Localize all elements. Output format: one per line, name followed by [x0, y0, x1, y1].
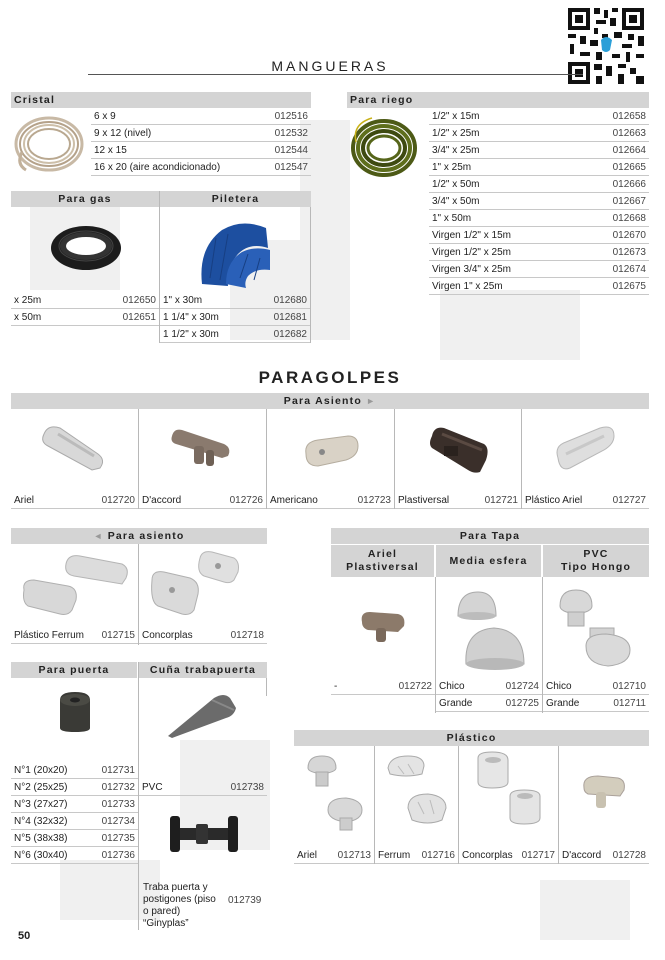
- piletera-row: [160, 326, 310, 343]
- cristal-row-label: 12 x 15: [94, 145, 127, 156]
- plastiversal-bumper-image: [424, 420, 492, 476]
- traba-line4: “Ginyplas”: [143, 918, 189, 929]
- plastico-ferrum-image: [384, 754, 450, 830]
- tapa-col3-line1: PVC: [583, 548, 609, 560]
- page-number: 50: [18, 930, 31, 942]
- plastico-item-label: Ariel: [297, 850, 318, 861]
- riego-row-label: Virgen 1/2" x 25m: [432, 247, 511, 258]
- asiento-item-label: Plastiversal: [398, 495, 450, 506]
- tapa-row-label: Chico: [439, 681, 465, 692]
- riego-row: [429, 261, 649, 278]
- cristal-row: [91, 142, 311, 159]
- gas-row: [11, 292, 159, 309]
- puerta-row-code: 012731: [101, 765, 135, 776]
- riego-row-label: 3/4" x 25m: [432, 145, 480, 156]
- piletera-row-code: 012680: [273, 295, 307, 306]
- plastico-header: Plástico: [294, 730, 649, 746]
- riego-row: [429, 244, 649, 261]
- cristal-header: Cristal: [11, 92, 311, 108]
- cuna-pvc-row-code: 012738: [230, 782, 264, 793]
- puerta-row: [11, 847, 138, 864]
- riego-row-code: 012668: [612, 213, 646, 224]
- puerta-row-code: 012732: [101, 782, 135, 793]
- daccord-bumper-image: [168, 426, 234, 472]
- asiento-item: [139, 492, 266, 509]
- asiento2-item: [139, 627, 267, 644]
- riego-row-label: 1/2" x 50m: [432, 179, 480, 190]
- riego-row-code: 012667: [612, 196, 646, 207]
- riego-header: Para riego: [347, 92, 649, 108]
- plastico-item-label: Ferrum: [378, 850, 411, 861]
- riego-row: [429, 125, 649, 142]
- puerta-row: [11, 830, 138, 847]
- puerta-header: Para puerta: [11, 662, 137, 678]
- plastico-item-code: 012716: [421, 850, 455, 861]
- asiento-item-label: Ariel: [14, 495, 35, 506]
- tapa-row-code: 012710: [612, 681, 646, 692]
- tapa-row-code: 012711: [613, 698, 646, 709]
- tapa-row-label: Grande: [439, 698, 473, 709]
- riego-row-label: 1" x 50m: [432, 213, 472, 224]
- asiento-item-code: 012727: [612, 495, 646, 506]
- riego-row-label: 1/2" x 25m: [432, 128, 480, 139]
- piletera-row: [160, 309, 310, 326]
- puerta-row: [11, 779, 138, 796]
- asiento-item-code: 012726: [229, 495, 263, 506]
- asiento2-item-label: Concorplas: [142, 630, 193, 641]
- cuna-pvc-row: [139, 779, 267, 796]
- asiento2-item-code: 012718: [230, 630, 264, 641]
- tapa-row-code: 012724: [505, 681, 539, 692]
- puerta-row-label: N°4 (32x32): [14, 816, 68, 827]
- asiento2-header-label: Para asiento: [107, 530, 185, 542]
- riego-row-label: Virgen 1" x 25m: [432, 281, 503, 292]
- gas-row-code: 012650: [122, 295, 156, 306]
- plastico-item-label: Concorplas: [462, 850, 513, 861]
- puerta-row-code: 012736: [101, 850, 135, 861]
- asiento2-item-label: Plástico Ferrum: [14, 630, 85, 641]
- puerta-row-label: N°5 (38x38): [14, 833, 68, 844]
- cuna-pvc-image: [164, 690, 240, 740]
- gas-row-label: x 50m: [14, 312, 42, 323]
- puerta-row-label: N°1 (20x20): [14, 765, 68, 776]
- tapa-col2-header: [436, 545, 541, 577]
- plastico-item: [459, 847, 558, 864]
- mangueras-title: MANGUERAS: [271, 58, 389, 74]
- tapa-header: Para Tapa: [331, 528, 649, 544]
- riego-row-code: 012674: [612, 264, 646, 275]
- tapa-row: [331, 678, 435, 695]
- cuna-header: Cuña trabapuerta: [139, 662, 267, 678]
- cuna-pvc-row-label: PVC: [142, 782, 163, 793]
- traba-puerta-label: [143, 882, 233, 930]
- asiento-item-code: 012720: [101, 495, 135, 506]
- traba-line1: Traba puerta y: [143, 882, 208, 893]
- ariel-bumper-image: [38, 420, 108, 474]
- riego-row: [429, 193, 649, 210]
- riego-row-code: 012664: [612, 145, 646, 156]
- asiento2-item: [11, 627, 138, 644]
- traba-puerta-code: 012739: [228, 895, 262, 906]
- asiento-item-label: Americano: [270, 495, 318, 506]
- asiento-header: [11, 393, 649, 409]
- watermark-block: [540, 880, 630, 940]
- riego-row: [429, 210, 649, 227]
- plastico-ariel-bumper-image: [552, 424, 618, 474]
- puerta-row: [11, 762, 138, 779]
- gas-hose-image: [48, 222, 124, 274]
- riego-row: [429, 176, 649, 193]
- tapa-col2-line1: Media esfera: [449, 555, 528, 567]
- gas-row-label: x 25m: [14, 295, 42, 306]
- plastico-item-code: 012713: [337, 850, 371, 861]
- puerta-row: [11, 813, 138, 830]
- cristal-row-code: 012547: [274, 162, 308, 173]
- asiento-item-label: Plástico Ariel: [525, 495, 583, 506]
- tapa-row: [436, 695, 542, 712]
- riego-row: [429, 142, 649, 159]
- pvc-tipo-hongo-image: [554, 588, 640, 672]
- piletera-hose-image: [196, 218, 274, 290]
- traba-line2: postigones (piso: [143, 894, 216, 905]
- puerta-row-label: N°6 (30x40): [14, 850, 68, 861]
- riego-row-code: 012670: [612, 230, 646, 241]
- asiento-item: [522, 492, 649, 509]
- asiento2-item-code: 012715: [101, 630, 135, 641]
- asiento-item: [395, 492, 521, 509]
- title-underline: [88, 74, 583, 75]
- cristal-row-label: 9 x 12 (nivel): [94, 128, 152, 139]
- piletera-header: Piletera: [160, 191, 311, 207]
- tapa-row: [436, 678, 542, 695]
- plastico-ariel-image: [304, 754, 366, 832]
- tapa-row-label: Grande: [546, 698, 580, 709]
- plastico-item: [559, 847, 649, 864]
- divider: [138, 662, 139, 930]
- plastico-item: [375, 847, 458, 864]
- riego-row-label: 3/4" x 50m: [432, 196, 480, 207]
- arrow-right-icon: ►: [366, 396, 377, 406]
- riego-row-label: 1" x 25m: [432, 162, 472, 173]
- traba-line3: o pared): [143, 906, 181, 917]
- asiento-item: [267, 492, 394, 509]
- cristal-row-label: 6 x 9: [94, 111, 116, 122]
- cristal-row-code: 012544: [274, 145, 308, 156]
- plastico-ferrum-bumper-image: [18, 550, 134, 622]
- tapa-row-code: 012725: [505, 698, 539, 709]
- gas-row-code: 012651: [122, 312, 156, 323]
- puerta-row-code: 012733: [101, 799, 135, 810]
- tapa-row-label: Chico: [546, 681, 572, 692]
- riego-row-label: 1/2" x 15m: [432, 111, 480, 122]
- asiento-item-code: 012723: [357, 495, 391, 506]
- riego-row-code: 012663: [612, 128, 646, 139]
- tapa-col3-header: [543, 545, 649, 577]
- tapa-row-label: -: [334, 681, 338, 692]
- tapa-col1-line1: Ariel: [367, 548, 398, 560]
- americano-bumper-image: [300, 432, 362, 470]
- piletera-row-label: 1 1/2" x 30m: [163, 329, 219, 340]
- cristal-row-code: 012532: [274, 128, 308, 139]
- riego-row-code: 012675: [612, 281, 646, 292]
- riego-row: [429, 227, 649, 244]
- plastico-item-label: D'accord: [562, 850, 602, 861]
- cristal-row-code: 012516: [274, 111, 308, 122]
- puerta-row-code: 012735: [101, 833, 135, 844]
- concorplas-bumper-image: [146, 550, 242, 622]
- tapa-col1-header: [331, 545, 434, 577]
- piletera-row-label: 1 1/4" x 30m: [163, 312, 219, 323]
- riego-row: [429, 159, 649, 176]
- para-puerta-image: [56, 690, 94, 734]
- divider: [266, 678, 267, 696]
- piletera-row-code: 012681: [273, 312, 307, 323]
- tapa-row-code: 012722: [398, 681, 432, 692]
- plastico-concorplas-image: [470, 752, 544, 832]
- piletera-row-label: 1" x 30m: [163, 295, 203, 306]
- riego-row-code: 012666: [612, 179, 646, 190]
- riego-row-label: Virgen 1/2" x 15m: [432, 230, 511, 241]
- traba-puerta-image: [168, 812, 240, 856]
- tapa-row: [543, 695, 649, 712]
- plastico-item-code: 012728: [612, 850, 646, 861]
- arrow-left-icon: ◄: [93, 531, 104, 541]
- divider: [310, 207, 311, 343]
- puerta-row: [11, 796, 138, 813]
- riego-row-code: 012673: [612, 247, 646, 258]
- gas-row: [11, 309, 159, 326]
- riego-row-code: 012665: [612, 162, 646, 173]
- puerta-row-label: N°2 (25x25): [14, 782, 68, 793]
- asiento2-header: [11, 528, 267, 544]
- riego-row-code: 012658: [612, 111, 646, 122]
- tapa-col3-line2: Tipo Hongo: [560, 561, 632, 573]
- tapa-row: [543, 678, 649, 695]
- asiento-item-label: D'accord: [142, 495, 182, 506]
- plastico-item: [294, 847, 374, 864]
- asiento-item-code: 012721: [484, 495, 518, 506]
- cristal-row-label: 16 x 20 (aire acondicionado): [94, 162, 221, 173]
- asiento-item: [11, 492, 138, 509]
- puerta-row-code: 012734: [101, 816, 135, 827]
- cristal-row: [91, 108, 311, 125]
- cristal-hose-image: [12, 112, 86, 176]
- paragolpes-title: PARAGOLPES: [258, 368, 402, 387]
- riego-row: [429, 108, 649, 125]
- riego-row-label: Virgen 3/4" x 25m: [432, 264, 511, 275]
- cristal-row: [91, 125, 311, 142]
- riego-row: [429, 278, 649, 295]
- cristal-row: [91, 159, 311, 176]
- piletera-row: [160, 292, 310, 309]
- plastico-daccord-image: [580, 770, 628, 814]
- tapa-col1-line2: Plastiversal: [346, 561, 419, 573]
- plastico-item-code: 012717: [521, 850, 555, 861]
- piletera-row-code: 012682: [273, 329, 307, 340]
- puerta-row-label: N°3 (27x27): [14, 799, 68, 810]
- watermark-block: [440, 290, 580, 360]
- media-esfera-image: [452, 588, 532, 672]
- gas-header: Para gas: [11, 191, 159, 207]
- riego-hose-image: [350, 112, 420, 182]
- asiento-header-label: Para Asiento: [283, 395, 362, 407]
- ariel-plastiversal-tapa-image: [358, 604, 408, 644]
